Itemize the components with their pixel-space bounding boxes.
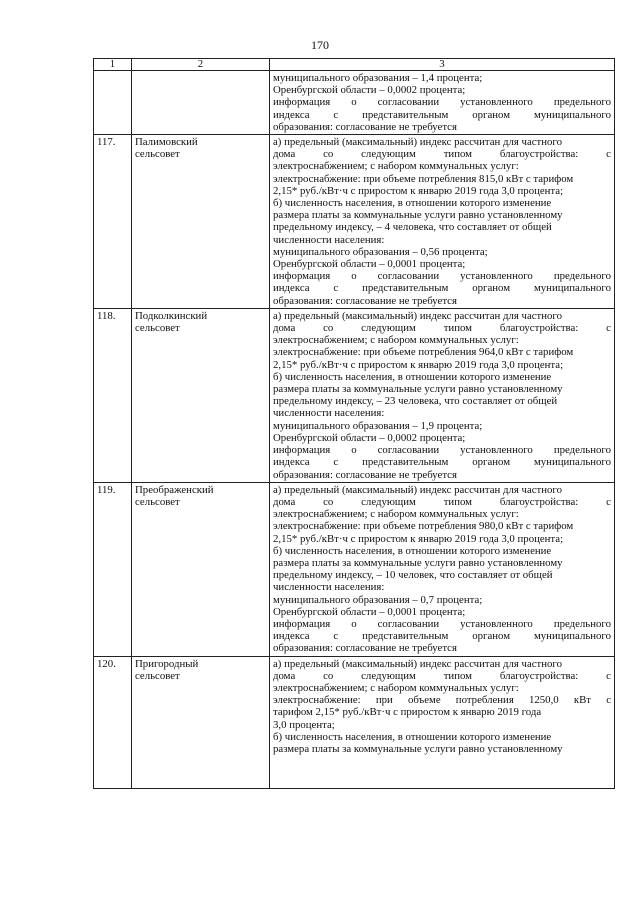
info-line-3: образования: согласование не требуется	[273, 642, 457, 655]
header-col-1: 1	[94, 59, 132, 71]
settlement-name	[132, 482, 270, 656]
settlement-name	[132, 656, 270, 788]
power-supply-line-2: 2,15* руб./кВт·ч с приростом к январю 2019 года 3,0 процента;	[273, 358, 564, 371]
population-line-2: размера платы за коммунальные услуги равно установленному	[273, 556, 563, 569]
settlement-name-line-2: сельсовет	[135, 495, 180, 508]
info-line-1: информация о согласовании установленного предельного	[273, 270, 611, 283]
power-supply-line-2: 2,15* руб./кВт·ч с приростом к январю 2019 года 3,0 процента;	[273, 184, 564, 197]
population-line-2: размера платы за коммунальные услуги равно установленному	[273, 742, 563, 755]
index-line-3: электроснабжением; с набором коммунальных услуг:	[273, 681, 519, 694]
index-line-1: а) предельный (максимальный) индекс рассчитан для частного	[273, 136, 562, 149]
page-number: 170	[311, 38, 329, 52]
row-number: 118.	[94, 308, 132, 482]
population-line-4: численности населения:	[273, 407, 385, 420]
settlement-name-line-2: сельсовет	[135, 322, 180, 335]
settlement-name-line-2: сельсовет	[135, 148, 180, 161]
info-line-3: образования: согласование не требуется	[273, 468, 457, 481]
tariff-index-table	[93, 58, 615, 789]
region-share-line: Оренбургской области – 0,0001 процента;	[273, 605, 466, 618]
power-supply-line-1: электроснабжение: при объеме потребления 964,0 кВт с тарифом	[273, 346, 574, 359]
header-col-3: 3	[270, 59, 615, 71]
row-number-cell	[94, 71, 132, 135]
row-content-cell	[270, 656, 615, 788]
population-line-1: б) численность населения, в отношении которого изменение	[273, 370, 552, 383]
municipal-share-line: муниципального образования – 1,9 процента;	[273, 419, 483, 432]
population-line-4: численности населения:	[273, 233, 385, 246]
settlement-name	[132, 135, 270, 309]
row-content-cell	[270, 71, 615, 135]
municipal-share-line: муниципального образования – 0,7 процента;	[273, 593, 483, 606]
settlement-name-line-1: Палимовский	[135, 136, 198, 149]
table-row	[94, 135, 615, 309]
row-number: 120.	[94, 656, 132, 788]
info-line-1: информация о согласовании установленного предельного	[273, 444, 611, 457]
index-line-3: электроснабжением; с набором коммунальных услуг:	[273, 334, 519, 347]
table-row	[94, 482, 615, 656]
index-line-2: дома со следующим типом благоустройства: с	[273, 495, 611, 508]
info-line-3: образования: согласование не требуется	[273, 120, 457, 133]
region-share-line: Оренбургской области – 0,0002 процента;	[273, 431, 466, 444]
power-supply-line-2: тарифом 2,15* руб./кВт·ч с приростом к январю 2019 года	[273, 706, 542, 719]
region-share-line: Оренбургской области – 0,0001 процента;	[273, 258, 466, 271]
population-line-4: численности населения:	[273, 581, 385, 594]
index-line-3: электроснабжением; с набором коммунальных услуг:	[273, 508, 519, 521]
power-supply-line-1: электроснабжение: при объеме потребления 815,0 кВт с тарифом	[273, 172, 574, 185]
row-number: 119.	[94, 482, 132, 656]
index-line-1: а) предельный (максимальный) индекс рассчитан для частного	[273, 309, 562, 322]
population-line-2: размера платы за коммунальные услуги равно установленному	[273, 209, 563, 222]
row-content-cell	[270, 308, 615, 482]
table-header-row	[94, 59, 615, 71]
header-col-2: 2	[132, 59, 270, 71]
info-line-2: индекса с представительным органом муниципального	[273, 456, 611, 469]
power-supply-line-3: 3,0 процента;	[273, 718, 335, 731]
row-name-cell	[132, 71, 270, 135]
power-supply-line-1: электроснабжение: при объеме потребления 980,0 кВт с тарифом	[273, 520, 574, 533]
population-line-3: предельному индексу, – 23 человека, что составляет от общей	[273, 395, 558, 408]
info-line-2: индекса с представительным органом муниципального	[273, 282, 611, 295]
index-line-1: а) предельный (максимальный) индекс рассчитан для частного	[273, 657, 562, 670]
population-line-2: размера платы за коммунальные услуги равно установленному	[273, 383, 563, 396]
index-line-1: а) предельный (максимальный) индекс рассчитан для частного	[273, 483, 562, 496]
index-line-2: дома со следующим типом благоустройства: с	[273, 148, 611, 161]
population-line-1: б) численность населения, в отношении которого изменение	[273, 730, 552, 743]
settlement-name-line-1: Подколкинский	[135, 309, 208, 322]
municipal-share-line: муниципального образования – 0,56 процента;	[273, 245, 488, 258]
settlement-name	[132, 308, 270, 482]
settlement-name-line-1: Пригородный	[135, 657, 199, 670]
population-line-3: предельному индексу, – 4 человека, что составляет от общей	[273, 221, 552, 234]
population-line-3: предельному индексу, – 10 человек, что составляет от общей	[273, 569, 553, 582]
row-number: 117.	[94, 135, 132, 309]
population-line-1: б) численность населения, в отношении которого изменение	[273, 544, 552, 557]
power-supply-line-1: электроснабжение: при объеме потребления 1250,0 кВт с	[273, 694, 611, 707]
settlement-name-line-1: Преображенский	[135, 483, 214, 496]
info-line-3: образования: согласование не требуется	[273, 294, 457, 307]
table-row	[94, 308, 615, 482]
population-line-1: б) численность населения, в отношении которого изменение	[273, 197, 552, 210]
row-content-cell	[270, 135, 615, 309]
index-line-2: дома со следующим типом благоустройства: с	[273, 669, 611, 682]
settlement-name-line-2: сельсовет	[135, 669, 180, 682]
index-line-2: дома со следующим типом благоустройства: с	[273, 322, 611, 335]
power-supply-line-2: 2,15* руб./кВт·ч с приростом к январю 2019 года 3,0 процента;	[273, 532, 564, 545]
table-row-continued	[94, 71, 615, 135]
index-line-3: электроснабжением; с набором коммунальных услуг:	[273, 160, 519, 173]
region-share-line: Оренбургской области – 0,0002 процента;	[273, 84, 466, 97]
info-line-1: информация о согласовании установленного предельного	[273, 96, 611, 109]
info-line-2: индекса с представительным органом муниципального	[273, 630, 611, 643]
municipal-share-line: муниципального образования – 1,4 процента;	[273, 72, 483, 84]
info-line-1: информация о согласовании установленного предельного	[273, 617, 611, 630]
info-line-2: индекса с представительным органом муниципального	[273, 108, 611, 121]
row-content-cell	[270, 482, 615, 656]
table-row	[94, 656, 615, 788]
